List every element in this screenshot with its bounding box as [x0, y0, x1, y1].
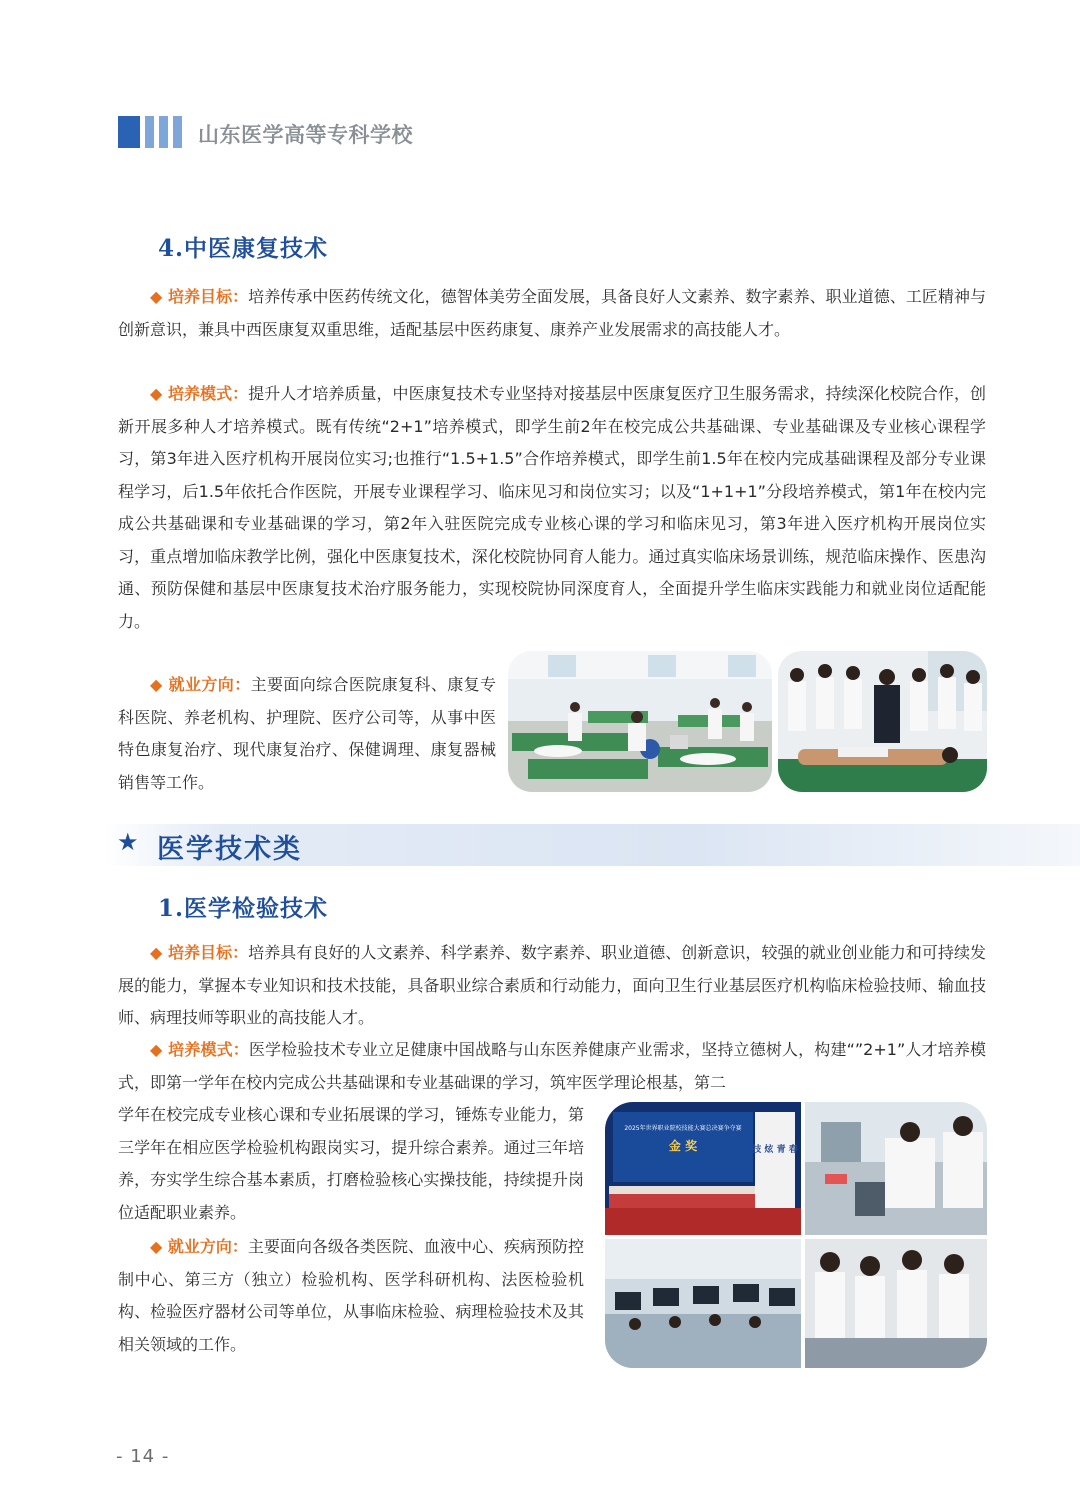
award-side-text: 技 炫 青 春	[752, 1145, 798, 1155]
employment-label-2: ◆ 就业方向：	[150, 1237, 248, 1256]
header-decor-bar	[159, 116, 168, 148]
header-decor-bar	[118, 116, 140, 148]
section-title-tcm-rehab: 4.中医康复技术	[158, 235, 329, 262]
photo-clinical-teaching	[778, 651, 987, 792]
award-label: 金 奖	[668, 1139, 698, 1153]
training-mode-paragraph-2b	[118, 1099, 584, 1229]
training-mode-label-2: ◆ 培养模式：	[150, 1040, 249, 1059]
training-goal-paragraph	[118, 281, 986, 346]
header-decor-bar	[173, 116, 182, 148]
photo-rehab-training-room	[508, 651, 772, 792]
training-mode-text: 提升人才培养质量，中医康复技术专业坚持对接基层中医康复医疗卫生服务需求，持续深化校院合作，创新开展多种人才培养模式。既有传统“2+1”培养模式，即学生前2年在校完成公共基础课、专业基础课及专业核心课程学习，第3年进入医疗机构开展岗位实习;也推行“1.5+1.5”合作培养模式，即学生前1.5年在校内完成基础课程及部分专业课程学习，后1.5年依托合作医院，开展专业课程学习、临床见习和岗位实习；以及“1+1+1”分段培养模式，第1年在校内完成公共基础课和专业基础课的学习，第2年入驻医院完成专业核心课的学习和临床见习，第3年进入医疗机构开展岗位实习，重点增加临床教学比例，强化中医康复技术，深化校院协同育人能力。通过真实临床场景训练，规范临床操作、医患沟通、预防保健和基层中医康复技术治疗服务能力，实现校院协同深度育人，全面提升学生临床实践能力和就业岗位适配能力。	[118, 384, 986, 631]
training-goal-text-2: 培养具有良好的人文素养、科学素养、数字素养、职业道德、创新意识，较强的就业创业能力和可持续发展的能力，掌握本专业知识和技术技能，具备职业综合素质和行动能力，面向卫生行业基层医疗机构临床检验技师、输血技师、病理技师等职业的高技能人才。	[118, 943, 986, 1027]
section-title-lab-tech: 1.医学检验技术	[158, 895, 329, 922]
employment-paragraph-2	[118, 1231, 584, 1361]
employment-paragraph	[118, 669, 496, 799]
category-bar	[105, 824, 1080, 866]
training-mode-label: ◆ 培养模式：	[150, 384, 249, 403]
category-title: 医学技术类	[157, 834, 302, 865]
page-number: - 14 -	[116, 1446, 170, 1467]
training-goal-label-2: ◆ 培养目标：	[150, 943, 249, 962]
star-icon: ★	[117, 828, 139, 856]
training-goal-label: ◆ 培养目标：	[150, 287, 249, 306]
training-mode-paragraph	[118, 378, 986, 638]
photo-collage-lab	[605, 1102, 987, 1368]
training-goal-text: 培养传承中医药传统文化，德智体美劳全面发展，具备良好人文素养、数字素养、职业道德、工匠精神与创新意识，兼具中西医康复双重思维，适配基层中医药康复、康养产业发展需求的高技能人才。	[118, 287, 986, 339]
training-mode-paragraph-2a	[118, 1034, 986, 1099]
employment-text-2: 主要面向各级各类医院、血液中心、疾病预防控制中心、第三方（独立）检验机构、医学科研机构、法医检验机构、检验医疗器材公司等单位，从事临床检验、病理检验技术及其相关领域的工作。	[118, 1237, 584, 1354]
training-mode-text-2a: 医学检验技术专业立足健康中国战略与山东医养健康产业需求，坚持立德树人，构建“”2+1”人才培养模式，即第一学年在校内完成公共基础课和专业基础课的学习，筑牢医学理论根基，第二	[118, 1040, 986, 1092]
award-banner-title: 2025年世界职业院校技能大赛总决赛争夺赛	[624, 1125, 742, 1132]
training-mode-text-2b: 学年在校完成专业核心课和专业拓展课的学习，锤炼专业能力，第三学年在相应医学检验机构跟岗实习，提升综合素养。通过三年培养，夯实学生综合基本素质，打磨检验核心实操技能，持续提升岗位适配职业素养。	[118, 1105, 584, 1222]
employment-text: 主要面向综合医院康复科、康复专科医院、养老机构、护理院、医疗公司等，从事中医特色康复治疗、现代康复治疗、保健调理、康复器械销售等工作。	[118, 675, 496, 792]
training-goal-paragraph-2	[118, 937, 986, 1035]
employment-label: ◆ 就业方向：	[150, 675, 251, 694]
header-decor-bar	[145, 116, 154, 148]
school-name: 山东医学高等专科学校	[198, 123, 413, 147]
